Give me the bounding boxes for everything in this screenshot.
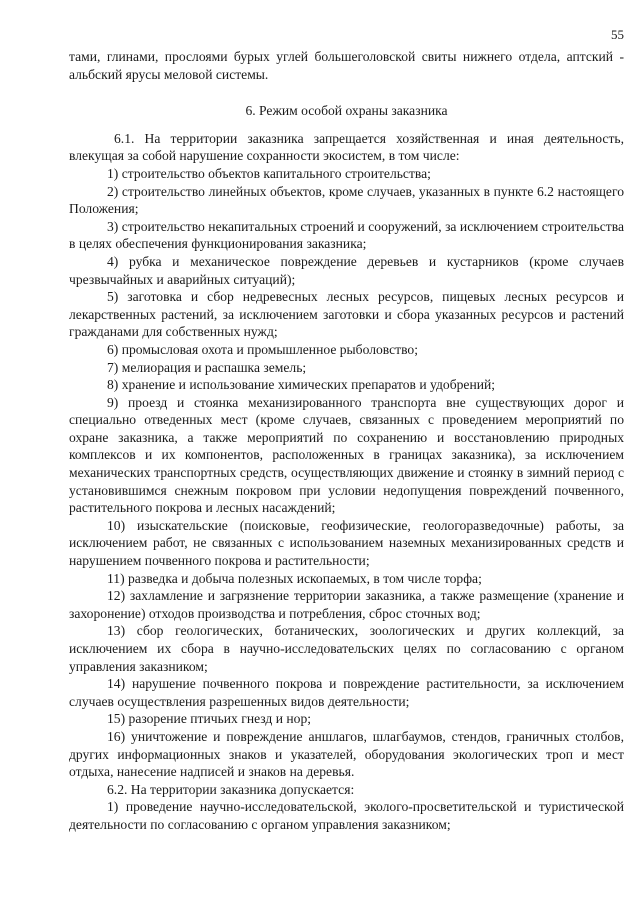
list-item: 1) строительство объектов капитального строительства; <box>107 165 431 181</box>
page-number: 55 <box>611 27 624 42</box>
list-item: 4) рубка и механическое повреждение деревьев и кустарников (кроме случаев чрезвычайных и аварийных ситуаций); <box>69 253 624 287</box>
list-item: 16) уничтожение и повреждение аншлагов, шлагбаумов, стендов, граничных столбов, других информационных знаков и указателей, оборудования экологических троп и мест отдыха, нанесение надписей и знаков на деревья. <box>69 728 624 780</box>
list-item: 3) строительство некапитальных строений и сооружений, за исключением строительства в целях обеспечения функционирования заказника; <box>69 218 624 252</box>
list-item: 5) заготовка и сбор недревесных лесных ресурсов, пищевых лесных ресурсов и лекарственных растений, за исключением заготовки и сбора указанных ресурсов и растений гражданами для собственных нужд; <box>69 289 624 340</box>
list-item: 7) мелиорация и распашка земель; <box>107 359 307 375</box>
list-item: 8) хранение и использование химических препаратов и удобрений; <box>107 377 496 393</box>
list-item: 14) нарушение почвенного покрова и повреждение растительности, за исключением случаев осуществления разрешенных видов деятельности; <box>69 676 624 709</box>
list-item: 1) проведение научно-исследовательской, эколого-просветительской и туристической деятельности по согласованию с органом управления заказником; <box>69 799 624 832</box>
paragraph-6-2: 6.2. На территории заказника допускается: <box>107 781 355 797</box>
document-body <box>69 48 624 834</box>
list-item: 12) захламление и загрязнение территории заказника, а также размещение (хранение и захоронение) отходов производства и потребления, сброс сточных вод; <box>69 588 624 621</box>
section-title: 6. Режим особой охраны заказника <box>245 103 448 119</box>
list-item: 9) проезд и стоянка механизированного транспорта вне существующих дорог и специально отведенных мест (кроме случаев, связанных с проведением мероприятий по охране заказника, а также мероприятий по сохранению и восстановлению природных комплексов и их компонентов, расположенных в границах заказника), за исключением механических транспортных средств, осуществляющих движение и стоянку в зимний период с установившимся снежным покровом при условии недопущения повреждений почвенного, растительного покрова и лесных насаждений; <box>69 394 624 516</box>
paragraph-6-1: 6.1. На территории заказника запрещается хозяйственная и иная деятельность, влекущая за собой нарушение сохранности экосистем, в том числе: <box>69 130 624 164</box>
list-item: 11) разведка и добыча полезных ископаемых, в том числе торфа; <box>107 570 482 586</box>
intro-paragraph: тами, глинами, прослоями бурых углей большеголовской свиты нижнего отдела, аптский - альбский ярусы меловой системы. <box>69 49 624 82</box>
list-item: 6) промысловая охота и промышленное рыболовство; <box>107 341 419 357</box>
list-item: 15) разорение птичьих гнезд и нор; <box>107 711 312 727</box>
list-item: 13) сбор геологических, ботанических, зоологических и других коллекций, за исключением их сбора в научно-исследовательских целях по согласованию с органом управления заказником; <box>69 623 624 674</box>
list-item: 2) строительство линейных объектов, кроме случаев, указанных в пункте 6.2 настоящего Положения; <box>69 183 624 217</box>
list-item: 10) изыскательские (поисковые, геофизические, геологоразведочные) работы, за исключением работ, не связанных с использованием наземных механизированных средств и нарушением почвенного покрова и растительности; <box>69 517 624 569</box>
